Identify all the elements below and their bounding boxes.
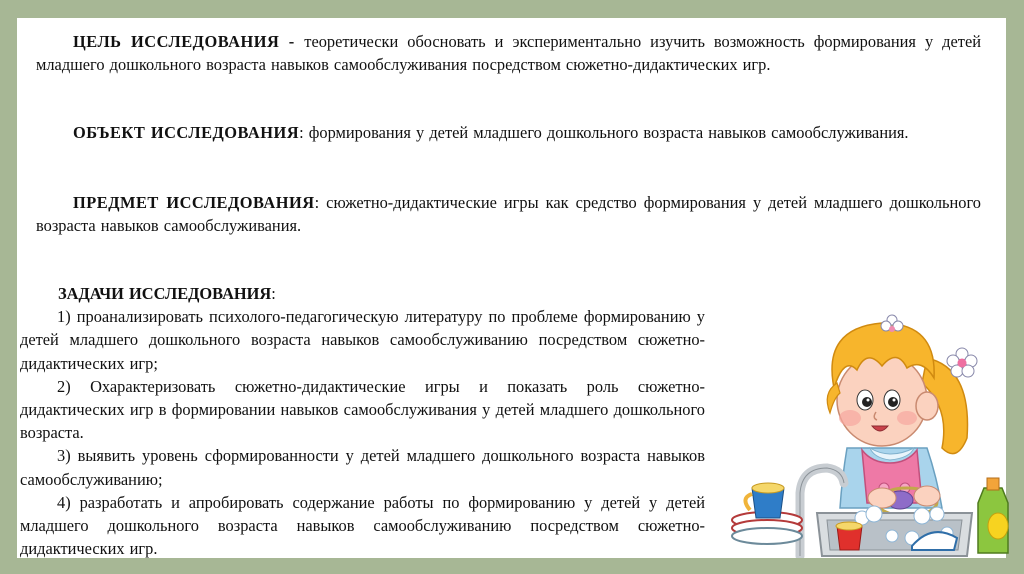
object-section	[36, 121, 981, 144]
slide-panel	[17, 18, 1006, 558]
task-item-4: 4) разработать и апробировать содержание работы по формированию у детей у детей младшего дошкольного возраста навыков самообслуживанию посредством сюжетно-дидактических игр.	[20, 492, 705, 559]
tasks-heading-line	[20, 282, 705, 305]
object-text: формирования у детей младшего дошкольного возраста навыков самообслуживания.	[308, 123, 909, 142]
girl-washing-dishes-illustration	[722, 288, 1012, 558]
goal-text: теоретически обосновать и экспериментально изучить возможность формирования у детей младшего дошкольного возраста навыков самообслуживания посредством сюжетно-дидактических игр.	[36, 32, 982, 75]
subject-separator: :	[314, 193, 327, 212]
goal-section	[36, 30, 981, 76]
task-item-1: 1) проанализировать психолого-педагогическую литературу по проблеме формированию у детей младшего дошкольного возраста навыков самообслуживанию посредством сюжетно-дидактических игр;	[20, 307, 705, 373]
object-heading: ОБЪЕКТ ИССЛЕДОВАНИЯ	[73, 123, 300, 142]
goal-heading: ЦЕЛЬ ИССЛЕДОВАНИЯ	[73, 32, 280, 51]
task-item-2: 2) Охарактеризовать сюжетно-дидактические игры и показать роль сюжетно-дидактических игр в формировании навыков самообслуживания у детей младшего дошкольного возраста.	[20, 376, 705, 443]
subject-section	[36, 191, 981, 237]
subject-text: сюжетно-дидактические игры как средство формирования у детей младшего дошкольного возраста навыков самообслуживания.	[36, 193, 981, 236]
task-item-3: 3) выявить уровень сформированности у детей младшего дошкольного возраста навыков самообслуживанию;	[20, 446, 705, 489]
tasks-section	[20, 282, 705, 560]
goal-separator: -	[279, 32, 305, 51]
tasks-separator: :	[271, 284, 276, 303]
object-separator: :	[299, 123, 309, 142]
subject-heading: ПРЕДМЕТ ИССЛЕДОВАНИЯ	[73, 193, 315, 212]
tasks-heading: ЗАДАЧИ ИССЛЕДОВАНИЯ	[58, 284, 272, 303]
